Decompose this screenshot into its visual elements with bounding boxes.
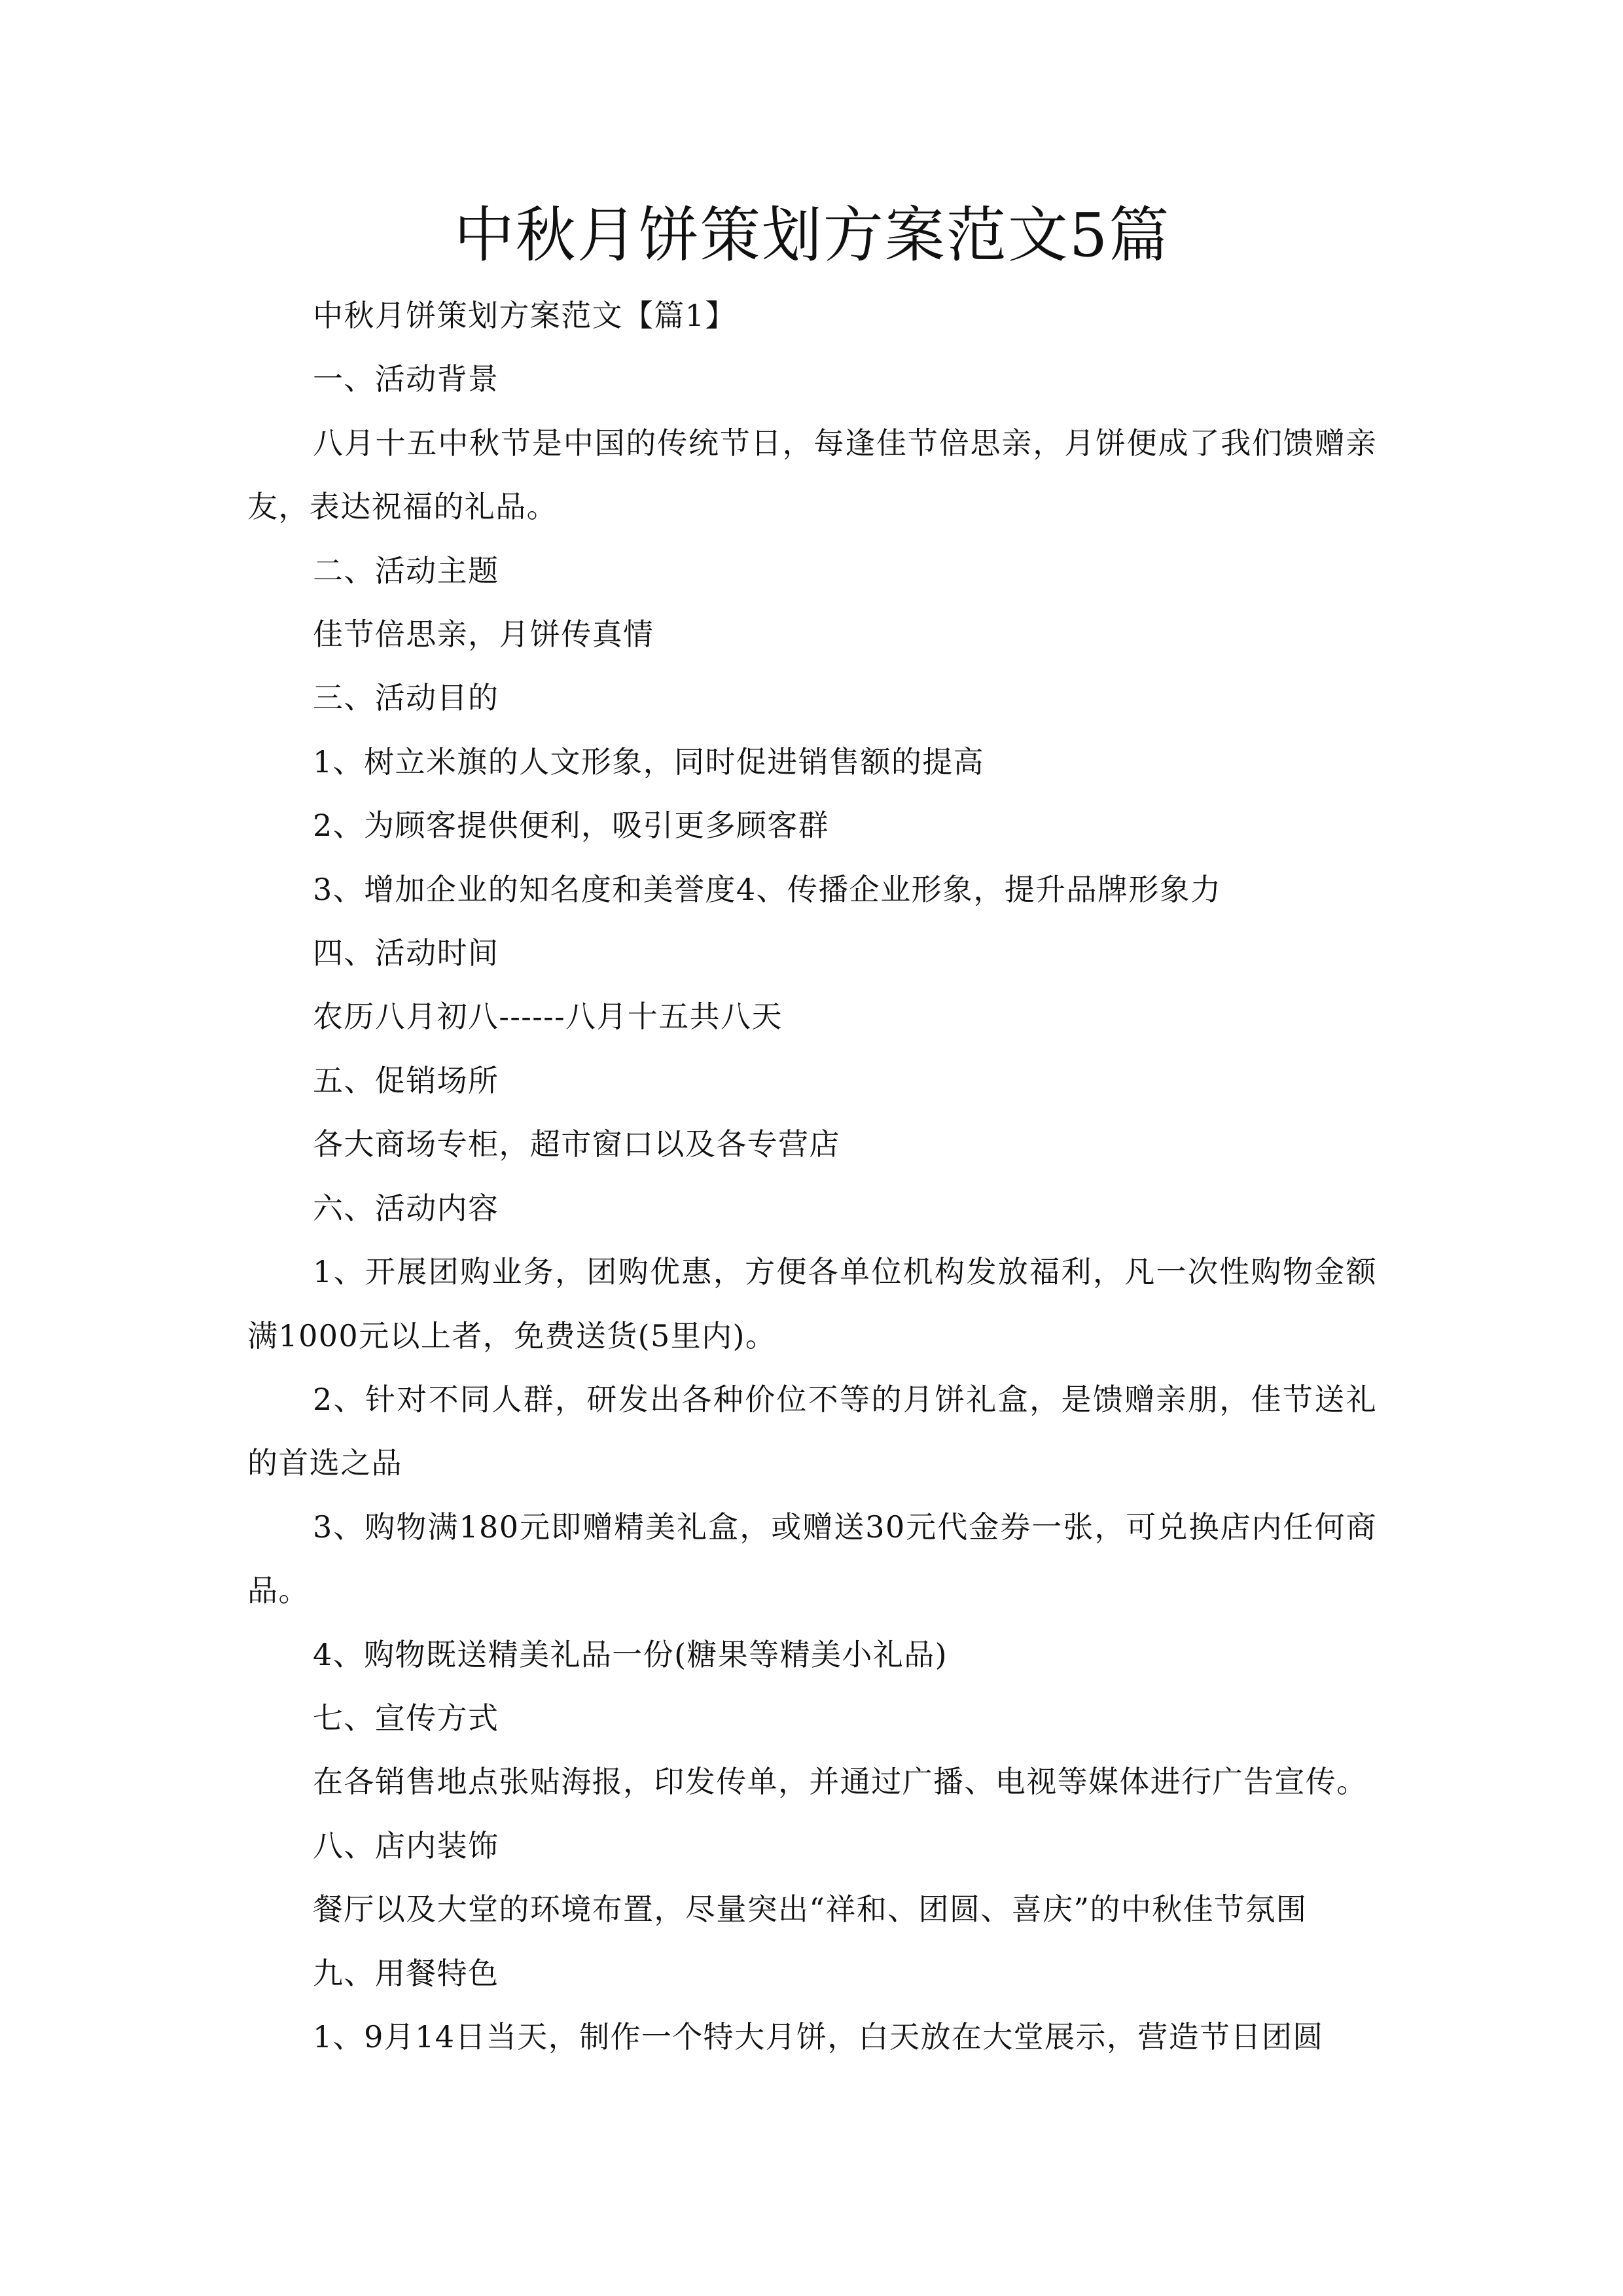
section-heading: 六、活动内容 — [313, 1190, 499, 1226]
list-item: 1、9月14日当天，制作一个特大月饼，白天放在大堂展示，营造节日团圆 — [313, 2018, 1324, 2054]
paragraph: 各大商场专柜，超市窗口以及各专营店 — [313, 1126, 840, 1162]
list-item: 1、树立米旗的人文形象，同时促进销售额的提高 — [313, 744, 985, 780]
list-item: 2、为顾客提供便利，吸引更多顾客群 — [313, 808, 830, 844]
paragraph: 佳节倍思亲，月饼传真情 — [313, 617, 654, 653]
document-body — [247, 284, 1377, 2069]
list-item: 4、购物既送精美礼品一份(糖果等精美小礼品) — [313, 1636, 948, 1672]
section-heading: 一、活动背景 — [313, 361, 499, 397]
list-item: 2、针对不同人群，研发出各种价位不等的月饼礼盒，是馈赠亲朋，佳节送礼的首选之品 — [247, 1381, 1377, 1481]
paragraph: 八月十五中秋节是中国的传统节日，每逢佳节倍思亲，月饼便成了我们馈赠亲友，表达祝福的礼品。 — [247, 425, 1377, 525]
section-subtitle: 中秋月饼策划方案范文【篇1】 — [313, 298, 736, 333]
section-heading: 九、用餐特色 — [313, 1955, 499, 1991]
list-item: 1、开展团购业务，团购优惠，方便各单位机构发放福利，凡一次性购物金额满1000元以上者，免费送货(5里内)。 — [247, 1254, 1377, 1354]
section-heading: 五、促销场所 — [313, 1062, 499, 1098]
list-item: 3、购物满180元即赠精美礼盒，或赠送30元代金券一张，可兑换店内任何商品。 — [247, 1509, 1377, 1609]
paragraph: 餐厅以及大堂的环境布置，尽量突出“祥和、团圆、喜庆”的中秋佳节氛围 — [313, 1892, 1308, 1928]
section-heading: 四、活动时间 — [313, 935, 499, 971]
paragraph: 农历八月初八------八月十五共八天 — [313, 999, 783, 1035]
document-title: 中秋月饼策划方案范文5篇 — [454, 200, 1171, 270]
section-heading: 二、活动主题 — [313, 552, 499, 588]
list-item: 3、增加企业的知名度和美誉度4、传播企业形象，提升品牌形象力 — [313, 871, 1222, 907]
section-heading: 七、宣传方式 — [313, 1700, 499, 1736]
paragraph: 在各销售地点张贴海报，印发传单，并通过广播、电视等媒体进行广告宣传。 — [313, 1764, 1368, 1800]
section-heading: 八、店内装饰 — [313, 1827, 499, 1863]
section-heading: 三、活动目的 — [313, 680, 499, 716]
